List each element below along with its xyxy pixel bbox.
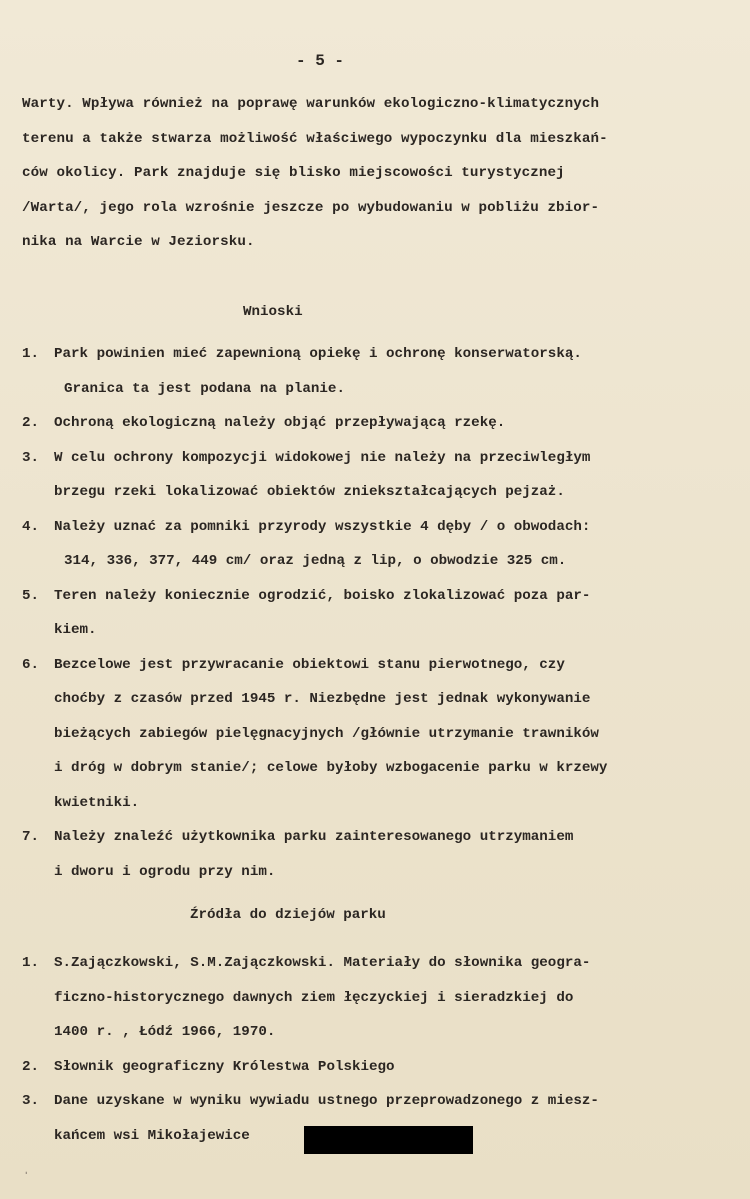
item-line: i dróg w dobrym stanie/; celowe byłoby wzbogacenie parku w krzewy <box>54 760 608 776</box>
wnioski-heading: Wnioski <box>243 304 303 320</box>
item-line: ficzno-historycznego dawnych ziem łęczyckiej i sieradzkiej do <box>54 989 574 1006</box>
item-line: 1400 r. , Łódź 1966, 1970. <box>54 1024 276 1040</box>
item-line: Teren należy koniecznie ogrodzić, boisko zlokalizować poza par- <box>54 587 591 604</box>
zrodla-list <box>22 946 742 1153</box>
item-line: kwietniki. <box>54 794 140 811</box>
item-number: 5. <box>22 587 40 604</box>
item-number: 2. <box>22 1058 40 1075</box>
list-item <box>22 579 742 648</box>
item-line: brzegu rzeki lokalizować obiektów zniekształcających pejzaż. <box>54 484 565 500</box>
corner-mark: ˌ <box>22 1160 31 1176</box>
item-line: i dworu i ogrodu przy nim. <box>54 863 276 880</box>
intro-line: terenu a także stwarza możliwość właściwego wypoczynku dla mieszkań- <box>22 130 608 147</box>
item-line: Ochroną ekologiczną należy objąć przepływającą rzekę. <box>54 415 506 431</box>
item-line: Granica ta jest podana na planie. <box>64 380 345 397</box>
intro-paragraph <box>22 87 737 260</box>
intro-line: Warty. Wpływa również na poprawę warunków ekologiczno-klimatycznych <box>22 96 600 112</box>
list-item <box>22 406 742 441</box>
item-line: Słownik geograficzny Królestwa Polskiego <box>54 1058 395 1075</box>
wnioski-list <box>22 337 742 889</box>
item-line: Park powinien mieć zapewnioną opiekę i ochronę konserwatorską. <box>54 346 582 362</box>
item-line: W celu ochrony kompozycji widokowej nie należy na przeciwległym <box>54 449 591 466</box>
list-item <box>22 1050 742 1085</box>
intro-line: /Warta/, jego rola wzrośnie jeszcze po wybudowaniu w pobliżu zbior- <box>22 199 600 216</box>
item-number: 2. <box>22 415 40 431</box>
item-number: 7. <box>22 829 40 845</box>
list-item <box>22 337 742 406</box>
item-line: Bezcelowe jest przywracanie obiektowi stanu pierwotnego, czy <box>54 656 565 673</box>
item-line: bieżących zabiegów pielęgnacyjnych /głównie utrzymanie trawników <box>54 725 599 742</box>
item-number: 4. <box>22 518 40 535</box>
intro-line: nika na Warcie w Jeziorsku. <box>22 234 255 250</box>
item-number: 6. <box>22 656 40 673</box>
page-number: - 5 - <box>295 52 344 70</box>
item-line: kańcem wsi Mikołajewice <box>54 1127 250 1144</box>
item-line: Należy uznać za pomniki przyrody wszystkie 4 dęby / o obwodach: <box>54 518 591 535</box>
list-item <box>22 441 742 510</box>
item-number: 3. <box>22 1093 40 1109</box>
item-number: 1. <box>22 346 40 362</box>
list-item <box>22 820 742 889</box>
item-line: kiem. <box>54 622 97 638</box>
item-number: 1. <box>22 955 40 971</box>
item-line: Dane uzyskane w wyniku wywiadu ustnego przeprowadzonego z miesz- <box>54 1093 599 1109</box>
list-item <box>22 946 742 1050</box>
item-number: 3. <box>22 449 40 466</box>
item-line: S.Zajączkowski, S.M.Zajączkowski. Materiały do słownika geogra- <box>54 955 591 971</box>
redaction-block <box>304 1126 473 1154</box>
item-line: choćby z czasów przed 1945 r. Niezbędne jest jednak wykonywanie <box>54 691 591 707</box>
list-item <box>22 648 742 821</box>
item-line: 314, 336, 377, 449 cm/ oraz jedną z lip, o obwodzie 325 cm. <box>64 553 567 569</box>
zrodla-heading: Źródła do dziejów parku <box>190 907 386 923</box>
list-item <box>22 510 742 579</box>
item-line: Należy znaleźć użytkownika parku zainteresowanego utrzymaniem <box>54 829 574 845</box>
intro-line: ców okolicy. Park znajduje się blisko miejscowości turystycznej <box>22 165 565 181</box>
